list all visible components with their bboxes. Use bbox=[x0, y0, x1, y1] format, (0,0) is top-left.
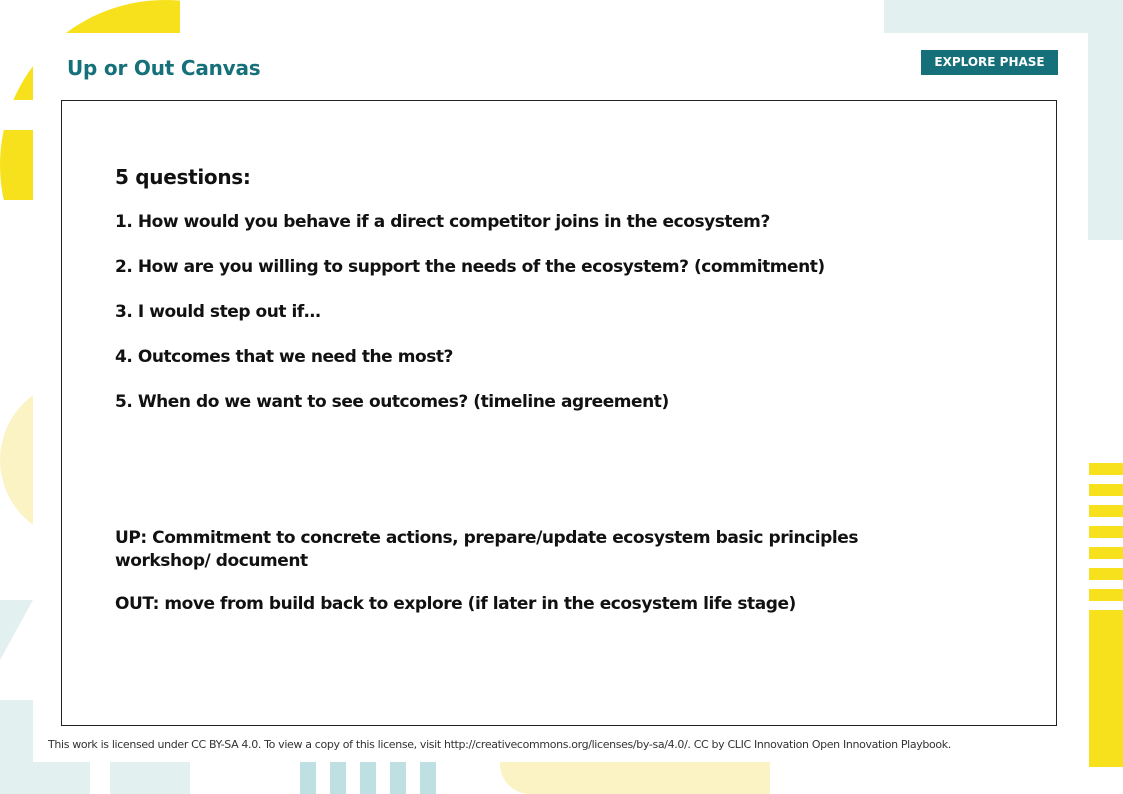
page-title: Up or Out Canvas bbox=[67, 56, 261, 80]
question-2: 2. How are you willing to support the needs of the ecosystem? (commitment) bbox=[115, 257, 825, 277]
question-3: 3. I would step out if… bbox=[115, 302, 321, 322]
license-footer: This work is licensed under CC BY-SA 4.0. To view a copy of this license, visit http://creativecommons.org/licenses/by-sa/4.0/. CC by CLIC Innovation Open Innovation Playbook. bbox=[48, 738, 951, 751]
decor-pale-yellow-arc-left bbox=[0, 380, 33, 540]
up-statement: UP: Commitment to concrete actions, prepare/update ecosystem basic principles workshop/ document bbox=[115, 528, 859, 571]
questions-heading: 5 questions: bbox=[115, 165, 251, 189]
question-4: 4. Outcomes that we need the most? bbox=[115, 347, 453, 367]
content-frame bbox=[61, 100, 1057, 726]
decor-yellow-stripes-right bbox=[1089, 463, 1123, 767]
out-statement: OUT: move from build back to explore (if later in the ecosystem life stage) bbox=[115, 594, 796, 614]
question-1: 1. How would you behave if a direct competitor joins in the ecosystem? bbox=[115, 212, 770, 232]
decor-pale-yellow-bottom bbox=[500, 762, 770, 794]
decor-white-cut-left bbox=[0, 100, 33, 130]
question-5: 5. When do we want to see outcomes? (timeline agreement) bbox=[115, 392, 669, 412]
decor-teal-stripes-bottom bbox=[300, 762, 440, 794]
phase-badge: EXPLORE PHASE bbox=[921, 50, 1058, 75]
